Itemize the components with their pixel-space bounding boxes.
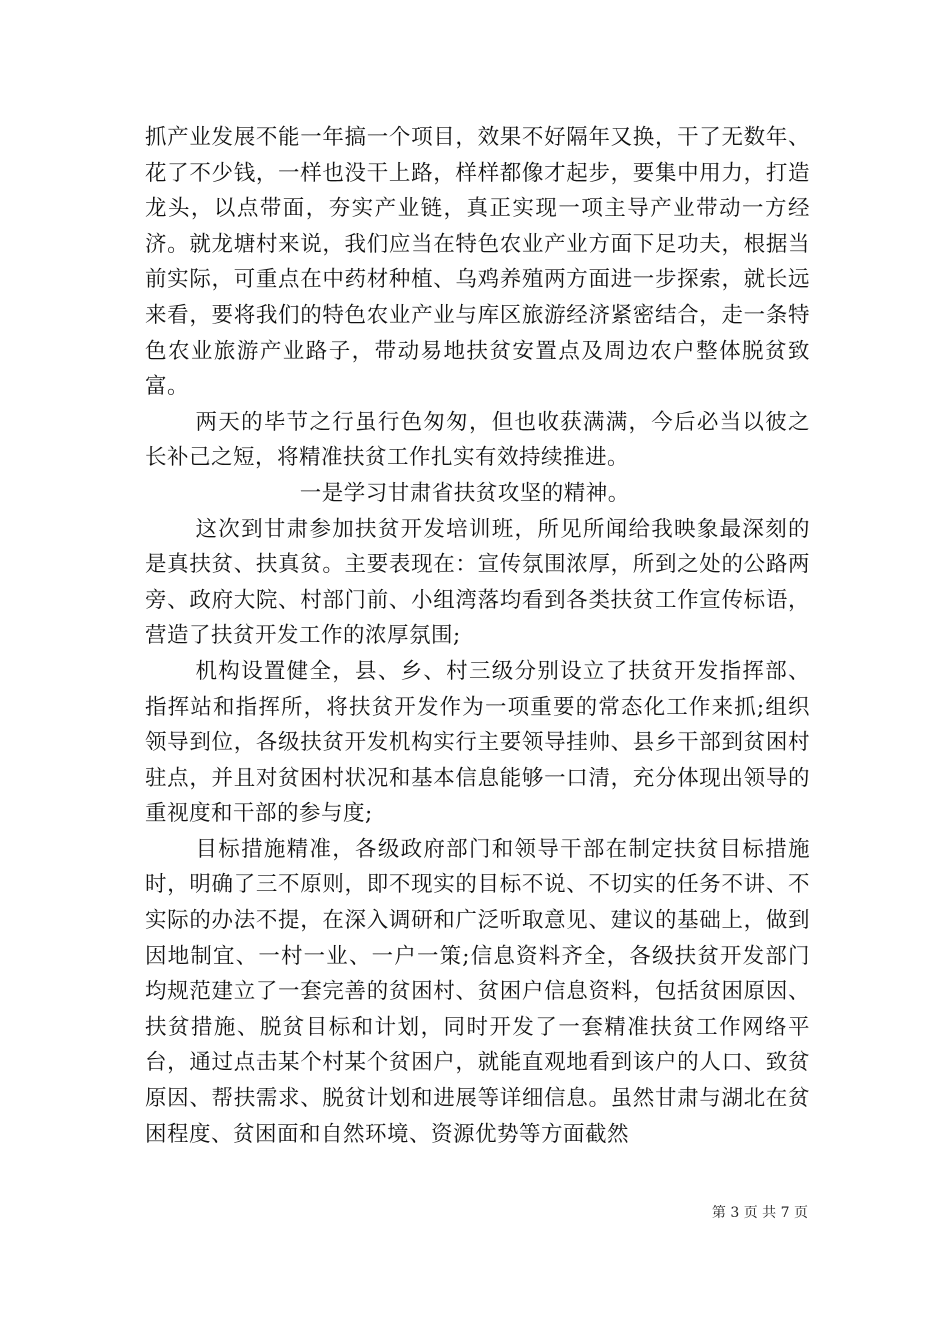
page-footer (0, 1202, 950, 1222)
paragraph-4: 机构设置健全，县、乡、村三级分别设立了扶贫开发指挥部、指挥站和指挥所，将扶贫开发作为一项重要的常态化工作来抓;组织领导到位，各级扶贫开发机构实行主要领导挂帅、县乡干部到贫困村驻点，并且对贫困村状况和基本信息能够一口清，充分体现出领导的重视度和干部的参与度; (145, 658, 810, 827)
paragraph-2: 两天的毕节之行虽行色匆匆，但也收获满满，今后必当以彼之长补己之短，将精准扶贫工作扎实有效持续推进。 (145, 409, 810, 471)
paragraph-5: 目标措施精准，各级政府部门和领导干部在制定扶贫目标措施时，明确了三不原则，即不现实的目标不说、不切实的任务不讲、不实际的办法不提，在深入调研和广泛听取意见、建议的基础上，做到因地制宜、一村一业、一户一策;信息资料齐全，各级扶贫开发部门均规范建立了一套完善的贫困村、贫困户信息资料，包括贫困原因、扶贫措施、脱贫目标和计划，同时开发了一套精准扶贫工作网络平台，通过点击某个村某个贫困户，就能直观地看到该户的人口、致贫原因、帮扶需求、脱贫计划和进展等详细信息。虽然甘肃与湖北在贫困程度、贫困面和自然环境、资源优势等方面截然 (145, 836, 810, 1147)
body-text (145, 120, 810, 1152)
section-heading: 一是学习甘肃省扶贫攻坚的精神。 (299, 480, 630, 506)
paragraph-3: 这次到甘肃参加扶贫开发培训班，所见所闻给我映象最深刻的是真扶贫、扶真贫。主要表现在：宣传氛围浓厚，所到之处的公路两旁、政府大院、村部门前、小组湾落均看到各类扶贫工作宣传标语，营造了扶贫开发工作的浓厚氛围; (145, 516, 810, 649)
page-number: 第 3 页 共 7 页 (711, 1205, 808, 1221)
paragraph-1: 抓产业发展不能一年搞一个项目，效果不好隔年又换，干了无数年、花了不少钱，一样也没干上路，样样都像才起步，要集中用力，打造龙头，以点带面，夯实产业链，真正实现一项主导产业带动一方经济。就龙塘村来说，我们应当在特色农业产业方面下足功夫，根据当前实际，可重点在中药材种植、乌鸡养殖两方面进一步探索，就长远来看，要将我们的特色农业产业与库区旅游经济紧密结合，走一条特色农业旅游产业路子，带动易地扶贫安置点及周边农户整体脱贫致富。 (145, 125, 810, 400)
